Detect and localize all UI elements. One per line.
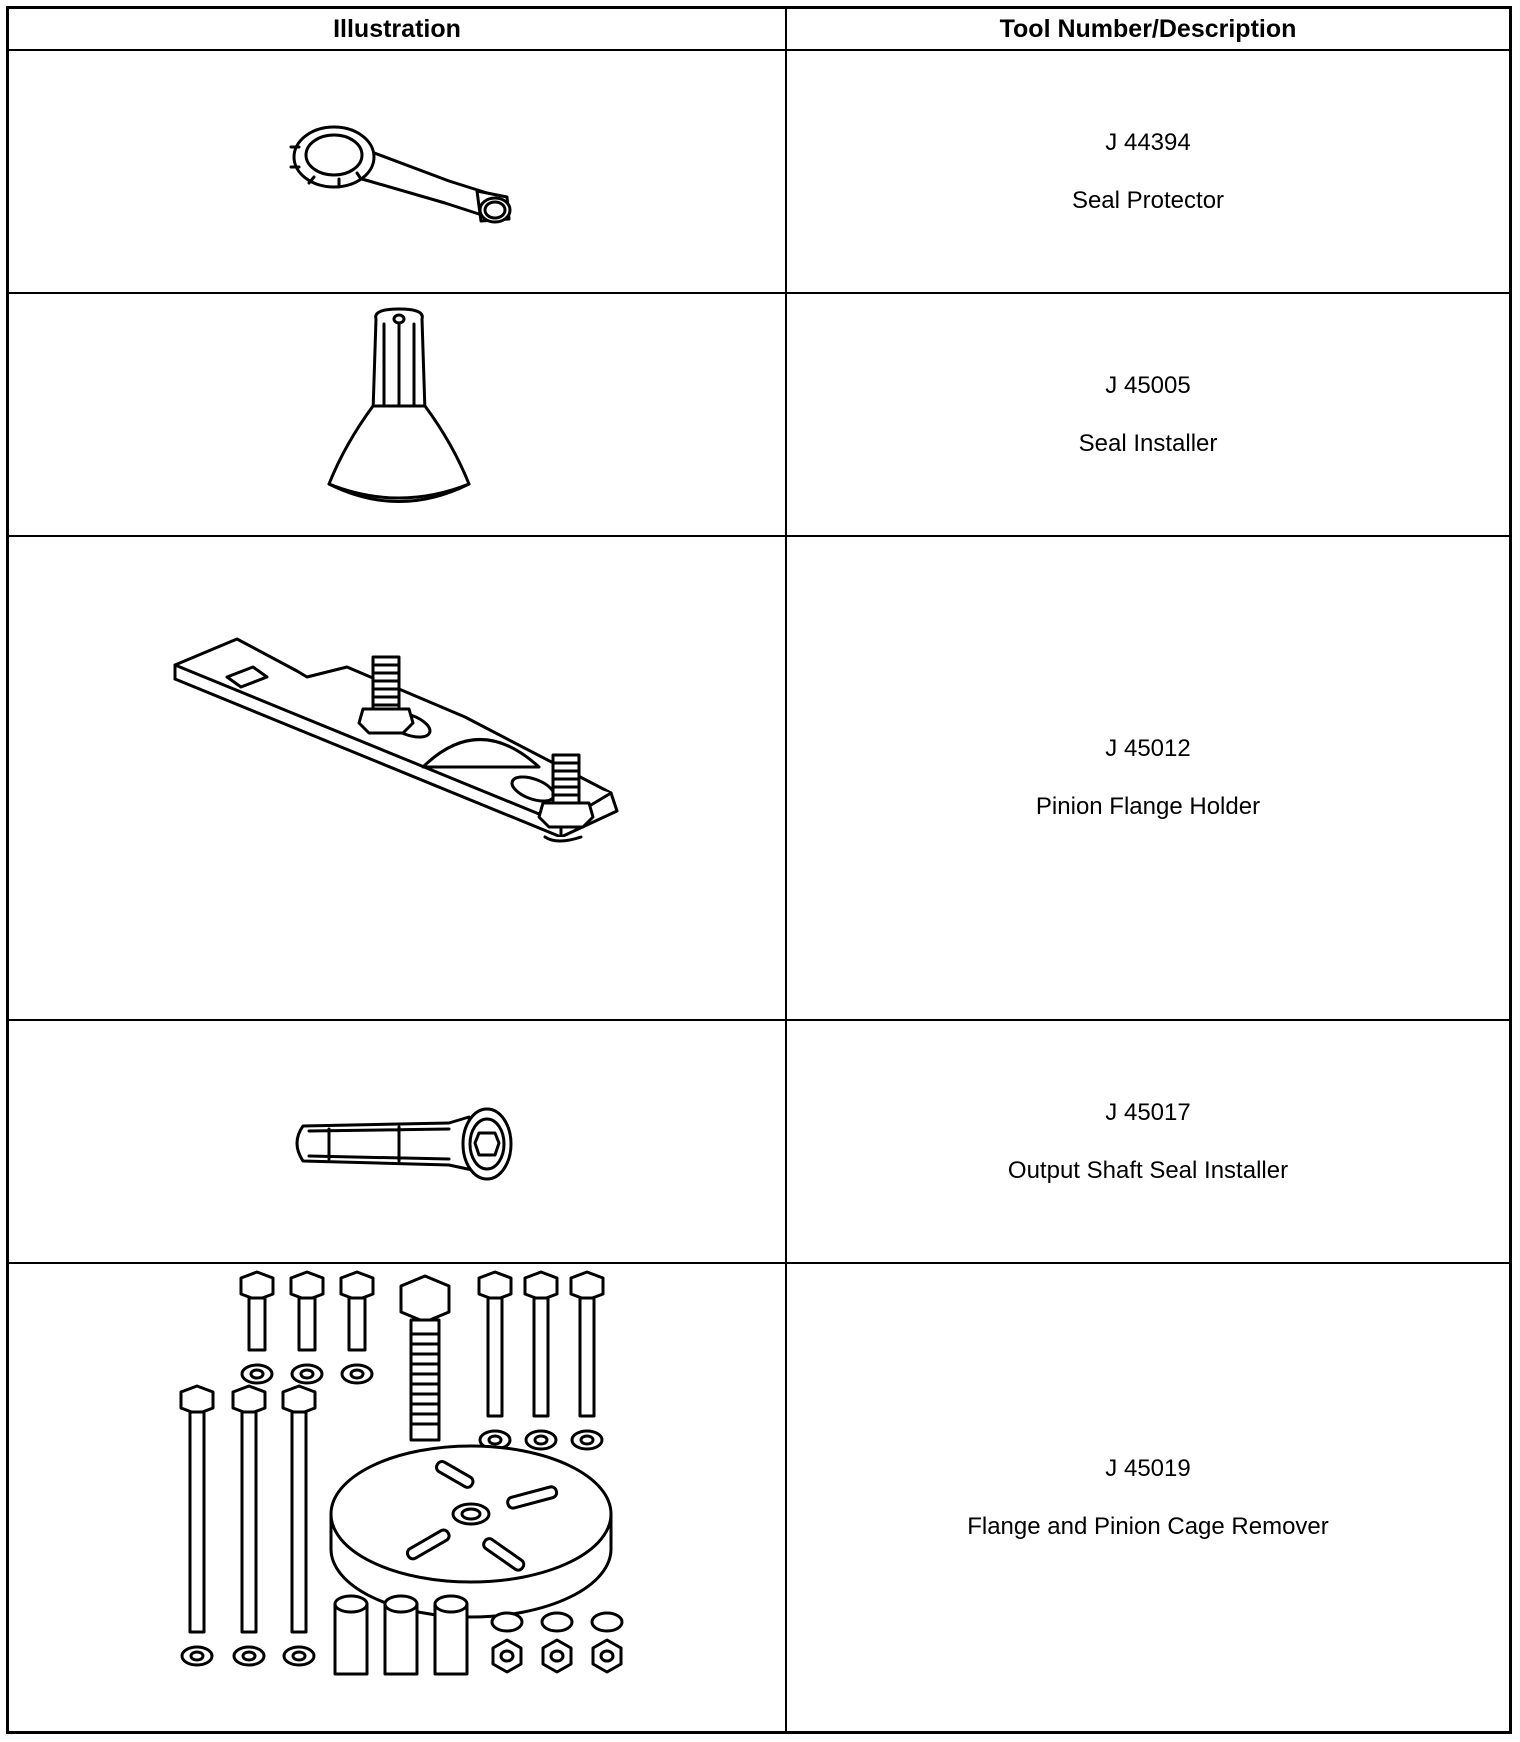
tool-info-cell (787, 51, 1509, 292)
tool-description: Flange and Pinion Cage Remover (967, 1512, 1329, 1540)
header-tool-number-description: Tool Number/Description (999, 14, 1297, 43)
illustration-cell (9, 537, 787, 1019)
table-row (9, 537, 1509, 1021)
table-row (9, 1264, 1509, 1731)
table-row (9, 1021, 1509, 1264)
tool-number: J 45012 (1105, 735, 1191, 762)
tool-description: Seal Installer (1078, 429, 1218, 457)
illustration-cell (9, 1264, 787, 1731)
seal-protector-icon (9, 51, 785, 292)
illustration-cell (9, 1021, 787, 1262)
tool-description: Output Shaft Seal Installer (1007, 1156, 1289, 1184)
output-shaft-seal-installer-icon (9, 1021, 785, 1262)
illustration-cell (9, 51, 787, 292)
tool-info-cell (787, 537, 1509, 1019)
tool-info-cell (787, 1021, 1509, 1262)
tool-table (6, 6, 1512, 1734)
seal-installer-icon (9, 294, 785, 535)
table-row (9, 51, 1509, 294)
illustration-cell (9, 294, 787, 535)
pinion-flange-holder-icon (9, 537, 785, 1019)
tool-number: J 44394 (1105, 128, 1191, 156)
tool-number: J 45005 (1105, 371, 1191, 399)
tool-number: J 45019 (1105, 1454, 1191, 1482)
tool-description: Seal Protector (1071, 186, 1225, 214)
table-header (9, 9, 1509, 51)
tool-number: J 45017 (1105, 1098, 1191, 1126)
table-row (9, 294, 1509, 537)
tool-description: Pinion Flange Holder (1035, 793, 1261, 820)
flange-pinion-cage-remover-icon (9, 1264, 785, 1731)
header-illustration: Illustration (9, 9, 787, 49)
tool-info-cell (787, 1264, 1509, 1731)
tool-info-cell (787, 294, 1509, 535)
